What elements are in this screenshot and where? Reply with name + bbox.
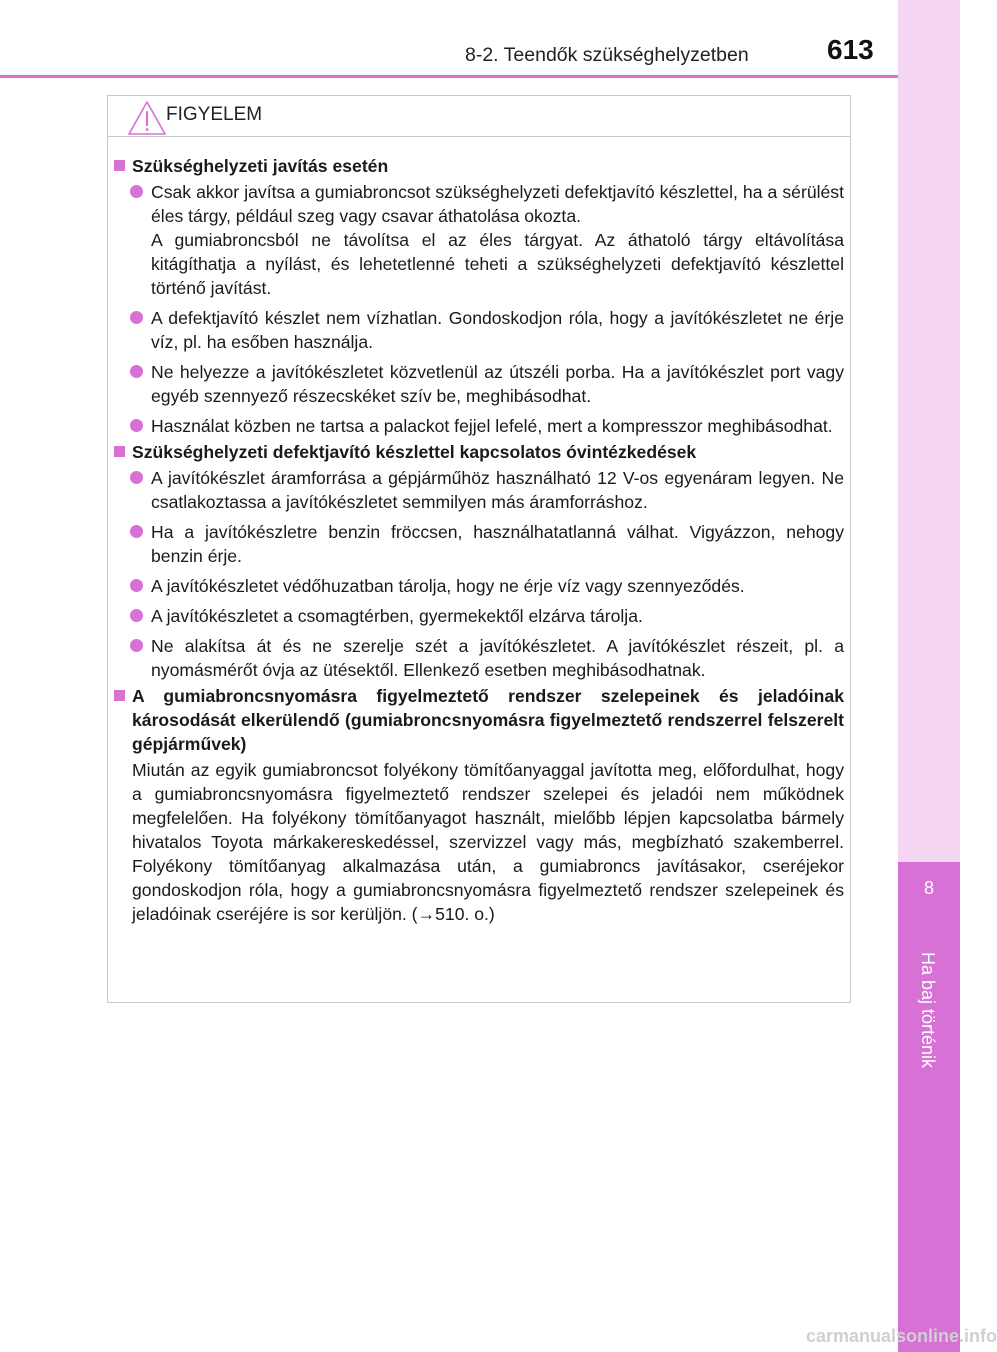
- list-item-continuation: A gumiabroncsból ne távolítsa el az éles tárgyat. Az áthatoló tárgy eltávolítása kitágíthatja a nyílást, és lehetetlenné teheti a szükséghelyzeti defektjavító készlettel történő javítást.: [151, 230, 844, 298]
- chapter-title: Ha baj történik: [918, 952, 938, 1069]
- round-bullet-icon: [130, 525, 143, 538]
- warning-title: FIGYELEM: [166, 104, 263, 125]
- section-heading: [114, 684, 844, 756]
- watermark: carmanualsonline.info: [806, 1326, 997, 1346]
- section-title: 8-2. Teendők szükséghelyzetben: [465, 44, 749, 66]
- list-item-text: A javítókészletet védőhuzatban tárolja, hogy ne érje víz vagy szennyeződés.: [151, 576, 745, 596]
- list-item-text: A javítókészlet áramforrása a gépjárműhöz használható 12 V-os egyenáram legyen. Ne csatlakoztassa a javítókészletet semmilyen más áramforráshoz.: [151, 468, 844, 512]
- warning-content: [114, 152, 844, 932]
- list-item-text: A defektjavító készlet nem vízhatlan. Gondoskodjon róla, hogy a javítókészletet ne érje víz, pl. ha esőben használja.: [151, 308, 844, 352]
- list-item: [114, 360, 844, 408]
- round-bullet-icon: [130, 419, 143, 432]
- list-item: [114, 306, 844, 354]
- list-item: [114, 520, 844, 568]
- list-item: [114, 414, 844, 438]
- warning-triangle-icon: [127, 100, 167, 136]
- list-item: [114, 466, 844, 514]
- section-title-text: Szükséghelyzeti defektjavító készlettel kapcsolatos óvintézkedések: [132, 442, 697, 462]
- list-item: [114, 634, 844, 682]
- list-item-text: Ne helyezze a javítókészletet közvetlenül az útszéli porba. Ha a javítókészlet port vagy egyéb szennyező részecskéket szív be, meghibásodhat.: [151, 362, 844, 406]
- list-item-text: Ha a javítókészletre benzin fröccsen, használhatatlanná válhat. Vigyázzon, nehogy benzin érje.: [151, 522, 844, 566]
- list-item: [114, 180, 844, 300]
- section-heading: [114, 440, 844, 464]
- round-bullet-icon: [130, 365, 143, 378]
- page-number: 613: [827, 34, 874, 65]
- square-bullet-icon: [114, 446, 125, 457]
- list-item-text: A javítókészletet a csomagtérben, gyermekektől elzárva tárolja.: [151, 606, 643, 626]
- round-bullet-icon: [130, 185, 143, 198]
- chapter-number: 8: [923, 878, 934, 898]
- round-bullet-icon: [130, 579, 143, 592]
- warning-box: [107, 95, 851, 1003]
- header-rule: [0, 75, 898, 78]
- list-item: [114, 604, 844, 628]
- warning-header: [108, 96, 850, 137]
- section-title-text: A gumiabroncsnyomásra figyelmeztető rendszer szelepeinek és jeladóinak károsodását elkerülendő (gumiabroncsnyomásra figyelmeztető rendszerrel felszerelt gépjárművek): [132, 686, 844, 754]
- section-paragraph: Miután az egyik gumiabroncsot folyékony tömítőanyaggal javította meg, előfordulhat, hogy a gumiabroncsnyomásra figyelmeztető rendszer szelepei és jeladói nem működnek megfelelően. Ha folyékony tömítőanyagot használt, mielőbb lépjen kapcsolatba bármely hivatalos Toyota márkakereskedéssel, szervizzel vagy más, megbízható szakemberrel. Folyékony tömítőanyag alkalmazása után, a gumiabroncs javításakor, cseréjekor gondoskodjon róla, hogy a gumiabroncsnyomásra figyelmeztető rendszer szelepeinek és jeladóinak cseréjére is sor kerüljön. (→510. o.): [132, 760, 844, 924]
- square-bullet-icon: [114, 160, 125, 171]
- round-bullet-icon: [130, 609, 143, 622]
- square-bullet-icon: [114, 690, 125, 701]
- round-bullet-icon: [130, 471, 143, 484]
- round-bullet-icon: [130, 311, 143, 324]
- list-item-text: Használat közben ne tartsa a palackot fejjel lefelé, mert a kompresszor meghibásodhat.: [151, 416, 833, 436]
- section-title-text: Szükséghelyzeti javítás esetén: [132, 156, 389, 176]
- section-heading: [114, 154, 844, 178]
- list-item-text: Csak akkor javítsa a gumiabroncsot szükséghelyzeti defektjavító készlettel, ha a sérülést éles tárgy, például szeg vagy csavar áthatolása okozta.: [151, 182, 844, 226]
- list-item-text: Ne alakítsa át és ne szerelje szét a javítókészletet. A javítókészlet részeit, pl. a nyomásmérőt óvja az ütésektől. Ellenkező esetben meghibásodhatnak.: [151, 636, 844, 680]
- list-item: [114, 574, 844, 598]
- chapter-tab-active: [898, 862, 960, 1352]
- round-bullet-icon: [130, 639, 143, 652]
